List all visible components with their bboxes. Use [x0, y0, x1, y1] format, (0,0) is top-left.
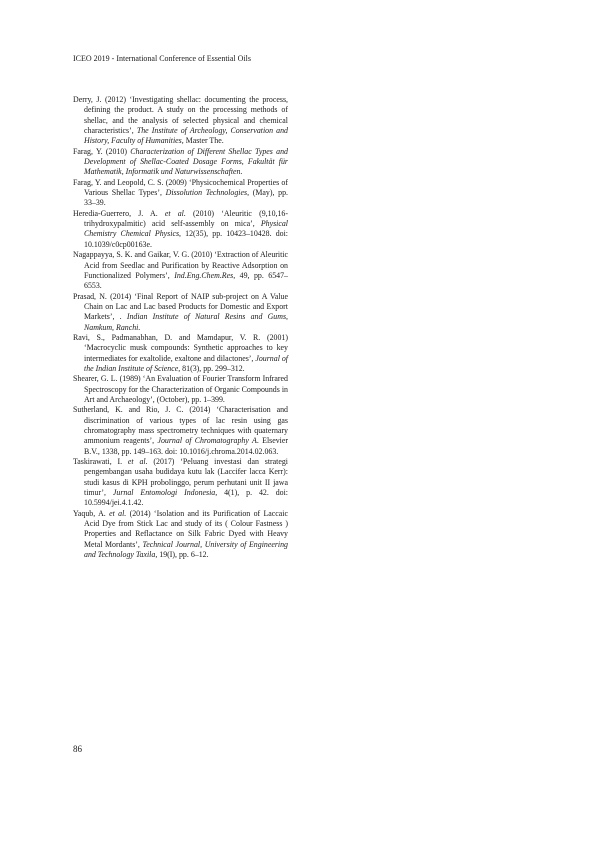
- reference-entry: [73, 333, 288, 374]
- reference-italic-text: Jurnal Entomologi Indonesia: [112, 488, 216, 498]
- reference-text: Derry, J. (2012) ‘Investigating shellac: documenting the process, defining the product. A study on the processing methods of shellac, and the analysis of selected physical and chemical characteristics’,: [73, 95, 288, 136]
- reference-text: Heredia-Guerrero, J. A.: [73, 208, 165, 218]
- reference-text: (2014) ‘Isolation and its Purification of Laccaic Acid Dye from Stick Lac and study of its ( Colour Fastness ) Properties and Reflactance on Silk Fabric Dyed with Heavy Metal Mordants’,: [84, 508, 288, 549]
- reference-entry: [73, 95, 288, 147]
- reference-text: Nagappayya, S. K. and Gaikar, V. G. (2010) ‘Extraction of Aleuritic Acid from Seedlac and Purification by Reactive Adsorption on Functionalized Polymers’,: [73, 250, 288, 280]
- reference-italic-text: The Institute of Archeology, Conservation and History, Faculty of Humanities: [84, 126, 288, 146]
- reference-text: Farag, Y. and Leopold, C. S. (2009) ‘Physicochemical Properties of Various Shellac Types’,: [73, 177, 288, 198]
- reference-entry: [73, 405, 288, 457]
- reference-text: Prasad, N. (2014) ‘Final Report of NAIP sub-project on A Value Chain on Lac and Lac based Products for Domestic and Export Markets’, .: [73, 291, 288, 322]
- reference-text: , (May), pp. 33–39.: [84, 188, 288, 208]
- reference-entry: [73, 292, 288, 333]
- reference-text: (2017) ‘Peluang investasi dan strategi pengembangan usaha budidaya kutu lak (Laccifer lacca Kerr): studi kasus di KPH probolinggo, perum perhutani unit II jawa timur’,: [84, 457, 289, 498]
- reference-entry: [73, 250, 288, 291]
- reference-text: , 81(3), pp. 299–312.: [178, 363, 245, 373]
- reference-text: , 19(I), pp. 6–12.: [155, 550, 209, 560]
- reference-text: Ravi, S., Padmanabhan, D. and Mamdapur, V. R. (2001) ‘Macrocyclic musk compounds: Synthetic approaches to key intermediates for exaltolide, exaltone and dilactones’,: [73, 332, 288, 363]
- reference-italic-text: Technical Journal, University of Engineering and Technology Taxila: [84, 539, 288, 560]
- reference-text: (2010) ‘Aleuritic (9,10,16-trihydroxypalmitic) acid self-assembly on mica’,: [84, 208, 289, 229]
- reference-italic-text: Journal of the Indian Institute of Science: [84, 353, 289, 373]
- reference-entry: [73, 457, 288, 509]
- reference-text: , Master The.: [181, 136, 224, 146]
- reference-italic-text: et al.: [127, 457, 148, 467]
- reference-italic-text: et al.: [164, 208, 186, 218]
- reference-italic-text: Characterization of Different Shellac Types and Development of Shellac-Coated Dosage Forms, Fakultät für Mathematik, Informatik und Naturwissenschaften.: [84, 146, 288, 177]
- reference-text: , 49, pp. 6547–6553.: [84, 270, 289, 291]
- reference-entry: [73, 178, 288, 209]
- reference-italic-text: Journal of Chromatography A: [157, 436, 257, 446]
- reference-list: [73, 95, 288, 560]
- reference-entry: [73, 209, 288, 250]
- reference-text: Shearer, G. L. (1989) ‘An Evaluation of Fourier Transform Infrared Spectroscopy for the Characterization of Organic Compounds in Art and Archaeology’, (October), pp. 1–399.: [73, 374, 288, 404]
- reference-entry: [73, 374, 288, 405]
- reference-text: . Elsevier B.V., 1338, pp. 149–163. doi: 10.1016/j.chroma.2014.02.063.: [84, 436, 288, 456]
- page-number: 86: [73, 744, 82, 754]
- reference-italic-text: Indian Institute of Natural Resins and Gums, Namkum, Ranchi.: [84, 312, 288, 332]
- reference-text: Farag, Y. (2010): [73, 146, 131, 156]
- reference-italic-text: Ind.Eng.Chem.Res: [174, 270, 234, 280]
- reference-entry: [73, 509, 288, 561]
- reference-italic-text: et al.: [109, 508, 127, 518]
- reference-italic-text: Physical Chemistry Chemical Physics: [84, 219, 288, 239]
- reference-text: , 4(1), p. 42. doi: 10.5994/jei.4.1.42.: [84, 488, 288, 508]
- reference-text: Sutherland, K. and Rio, J. C. (2014) ‘Characterisation and discrimination of various types of lac resin using gas chromatography mass spectrometry techniques with quaternary ammonium reagents’,: [73, 405, 288, 446]
- reference-text: , 12(35), pp. 10423–10428. doi: 10.1039/c0cp00163e.: [84, 229, 288, 249]
- reference-italic-text: Dissolution Technologies: [165, 188, 248, 198]
- reference-text: Yaqub, A.: [73, 508, 110, 518]
- running-header: ICEO 2019 - International Conference of Essential Oils: [73, 54, 251, 63]
- reference-entry: [73, 147, 288, 178]
- reference-text: Taskirawati, I.: [73, 457, 128, 467]
